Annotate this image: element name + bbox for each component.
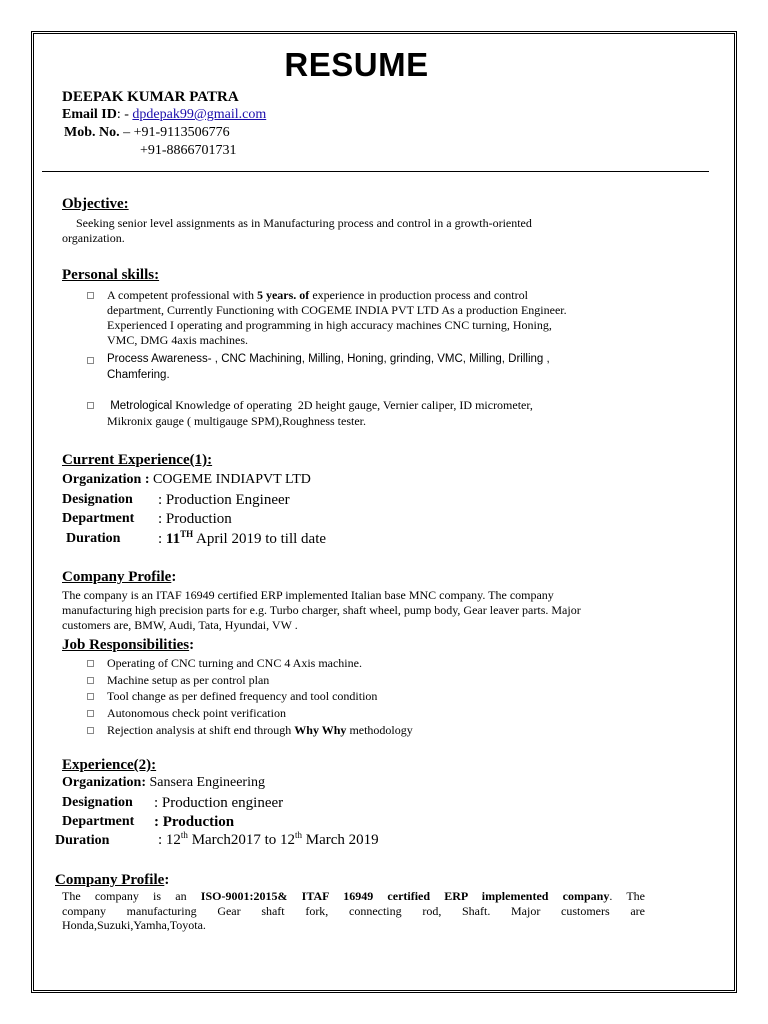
- company-profile-2-heading: Company Profile:: [55, 872, 170, 888]
- phone-1: +91-9113506776: [133, 125, 230, 140]
- exp2-designation-label: Designation: [62, 795, 133, 810]
- bullet-icon: [87, 660, 94, 667]
- exp2-department-value: : Production: [154, 814, 235, 830]
- responsibility-item: Operating of CNC turning and CNC 4 Axis machine.: [107, 656, 362, 670]
- current-department-label: Department: [62, 511, 135, 526]
- bullet-icon: [87, 357, 94, 364]
- candidate-name: DEEPAK KUMAR PATRA: [62, 89, 239, 105]
- email-separator: : -: [116, 107, 133, 122]
- current-designation-label: Designation: [62, 492, 133, 507]
- bullet-icon: [87, 727, 94, 734]
- company-profile-2-line-2: company manufacturing Gear shaft fork, connecting rod, Shaft. Major customers are: [62, 903, 645, 918]
- objective-text-line-1: Seeking senior level assignments as in Manufacturing process and control in a growth-oriented: [76, 216, 532, 230]
- responsibility-item: Autonomous check point verification: [107, 706, 286, 720]
- company-profile-1-line-3: customers are, BMW, Audi, Tata, Hyundai, VW .: [62, 618, 298, 632]
- current-department-value: : Production: [158, 511, 232, 527]
- current-duration-label: Duration: [66, 531, 121, 546]
- exp2-department-label: Department: [62, 814, 135, 829]
- mobile-separator: –: [119, 125, 134, 140]
- skill-1-line-3: Experienced I operating and programming in high accuracy machines CNC turning, Honing,: [107, 318, 552, 332]
- email-line: [62, 107, 266, 123]
- exp2-organization: Organization: Sansera Engineering: [62, 775, 265, 790]
- company-profile-2-line-1: The company is an ISO-9001:2015& ITAF 16949 certified ERP implemented company. The: [62, 889, 645, 903]
- objective-text-line-2: organization.: [62, 231, 125, 245]
- mobile-line: [64, 125, 230, 141]
- company-profile-2-paragraph: [62, 889, 645, 933]
- company-profile-1-line-2: manufacturing high precision parts for e.g. Turbo charger, shaft wheel, pump body, Gear leaver parts. Major: [62, 603, 581, 617]
- responsibility-item: Rejection analysis at shift end through Why Why methodology: [107, 723, 413, 737]
- company-profile-1-line-1: The company is an ITAF 16949 certified ERP implemented Italian base MNC company. The company: [62, 588, 554, 602]
- exp2-duration-label: Duration: [55, 833, 110, 848]
- email-label: Email ID: [62, 107, 117, 122]
- personal-skills-heading: Personal skills:: [62, 267, 160, 283]
- responsibility-item: Machine setup as per control plan: [107, 673, 270, 687]
- page-border-inner: [33, 33, 735, 991]
- skill-3-line-1: Metrological Knowledge of operating 2D height gauge, Vernier caliper, ID micrometer,: [107, 398, 533, 412]
- skill-1-line-4: VMC, DMG 4axis machines.: [107, 333, 248, 347]
- mobile-label: Mob. No.: [64, 125, 120, 140]
- current-duration-value: : 11TH April 2019 to till date: [158, 529, 327, 547]
- bullet-icon: [87, 693, 94, 700]
- experience-2-heading: Experience(2):: [62, 757, 157, 773]
- email-link[interactable]: dpdepak99@gmail.com: [132, 107, 267, 122]
- bullet-icon: [87, 402, 94, 409]
- responsibility-item: Tool change as per defined frequency and tool condition: [107, 689, 378, 703]
- skill-1-line-1: A competent professional with 5 years. of experience in production process and control: [107, 288, 528, 302]
- header-divider: [42, 171, 709, 172]
- current-designation-value: : Production Engineer: [158, 492, 290, 508]
- job-responsibilities-heading: Job Responsibilities:: [62, 637, 195, 653]
- exp2-duration-value: : 12th March2017 to 12th March 2019: [158, 830, 379, 848]
- bullet-icon: [87, 710, 94, 717]
- company-profile-2-line-3: Honda,Suzuki,Yamha,Toyota.: [62, 918, 206, 932]
- skill-2-line-2: Chamfering.: [107, 369, 170, 381]
- resume-title: RESUME: [284, 46, 429, 83]
- current-experience-heading: Current Experience(1):: [62, 452, 213, 468]
- current-organization: Organization : COGEME INDIAPVT LTD: [62, 472, 311, 487]
- skill-3-line-2: Mikronix gauge ( multigauge SPM),Roughness tester.: [107, 414, 366, 428]
- objective-heading: Objective:: [62, 196, 129, 212]
- skill-1-line-2: department, Currently Functioning with COGEME INDIA PVT LTD As a production Engineer.: [107, 303, 567, 317]
- company-profile-1-heading: Company Profile:: [62, 569, 177, 585]
- bullet-icon: [87, 677, 94, 684]
- phone-2: +91-8866701731: [140, 143, 237, 158]
- skill-2-line-1: Process Awareness- , CNC Machining, Milling, Honing, grinding, VMC, Milling, Drilling ,: [107, 353, 550, 365]
- exp2-designation-value: : Production engineer: [154, 795, 284, 811]
- bullet-icon: [87, 292, 94, 299]
